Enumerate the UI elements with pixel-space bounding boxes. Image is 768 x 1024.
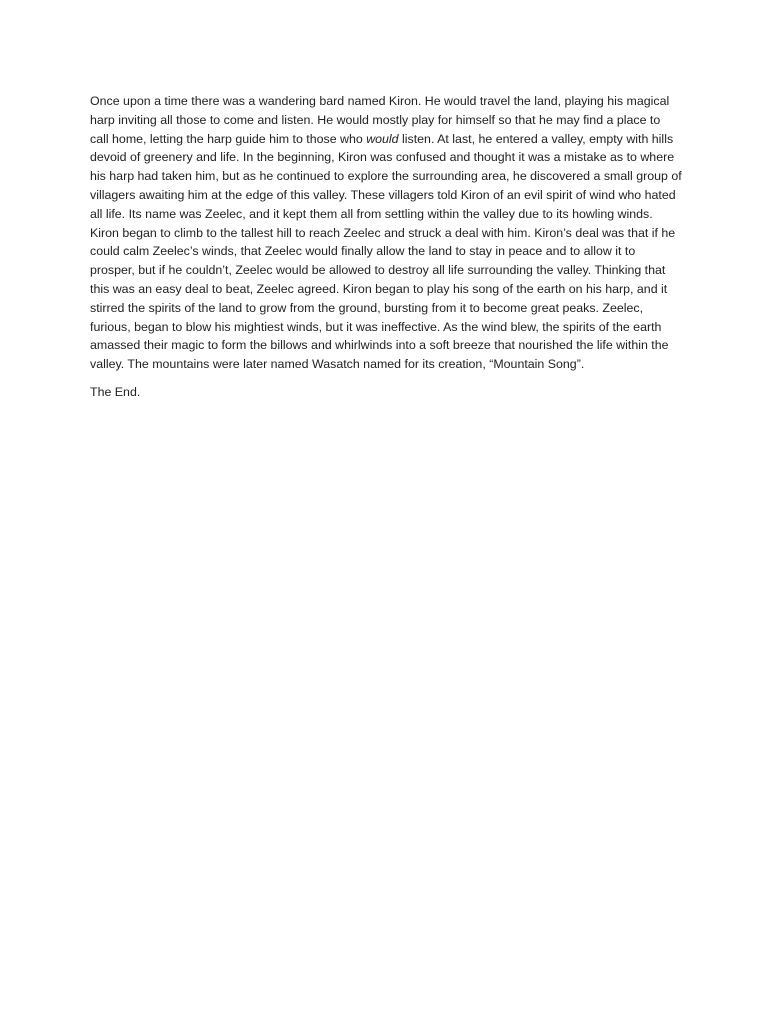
story-text-part-2: listen. At last, he entered a valley, empty with hills devoid of greenery and life. In the beginning, Kiron was confused and thought it was a mistake as to where his harp had taken him, but as he continued to explore the surrounding area, he discovered a small group of villagers awaiting him at the edge of this valley. These villagers told Kiron of an evil spirit of wind who hated all life. Its name was Zeelec, and it kept them all from settling within the valley due to its howling winds. Kiron began to climb to the tallest hill to reach Zeelec and struck a deal with him. Kiron’s deal was that if he could calm Zeelec’s winds, that Zeelec would finally allow the land to stay in peace and to allow it to prosper, but if he couldn’t, Zeelec would be allowed to destroy all life surrounding the valley. Thinking that this was an easy deal to beat, Zeelec agreed. Kiron began to play his song of the earth on his harp, and it stirred the spirits of the land to grow from the ground, bursting from it to become great peaks. Zeelec, furious, began to blow his mightiest winds, but it was ineffective. As the wind blew, the spirits of the earth amassed their magic to form the billows and whirlwinds into a soft breeze that nourished the life within the valley. The mountains were later named Wasatch named for its creation, “Mountain Song”.	[90, 131, 682, 372]
document-body	[90, 92, 682, 411]
story-emphasis: would	[366, 131, 399, 146]
story-text-part-1: Once upon a time there was a wandering bard named Kiron. He would travel the land, playing his magical harp inviting all those to come and listen. He would mostly play for himself so that he may find a place to call home, letting the harp guide him to those who	[90, 94, 670, 146]
ending-paragraph: The End.	[90, 384, 141, 399]
story-paragraph	[90, 92, 682, 374]
